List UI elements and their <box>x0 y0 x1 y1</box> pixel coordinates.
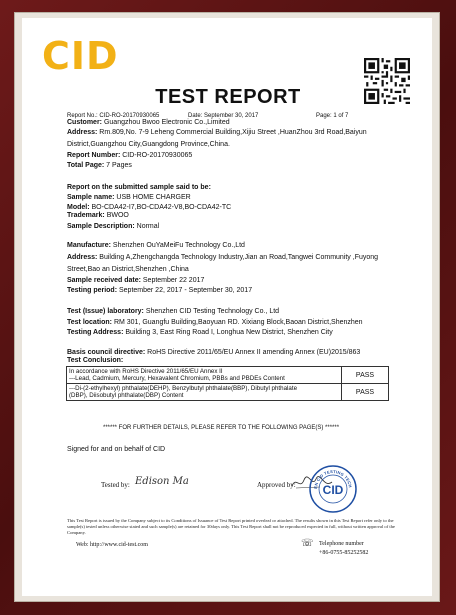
report-no: Report No.: CID-RO-20170930065 <box>67 113 160 119</box>
approved-by-label: Approved by: <box>257 481 296 489</box>
test-laboratory-line: Test (Issue) laboratory: Shenzhen CID Testing Technology Co., Ltd <box>67 308 280 315</box>
sample-heading: Report on the submitted sample said to be: <box>67 184 211 191</box>
further-details-note: ****** FOR FURTHER DETAILS, PLEASE REFER TO THE FOLLOWING PAGE(S) ****** <box>103 425 340 431</box>
footer-disclaimer: This Test Report is issued by the Company subject to its Conditions of Issuance of Test Report printed overleaf or attached. The results shown in this Test Report refer only to the sample(s) tested unless otherwise stated and such sample(s) are retained for 30days only. This Test Report shall not be reproduced expected in full, without written approval of the Company. <box>67 518 395 536</box>
conclusion-result: PASS <box>342 367 389 384</box>
table-row <box>67 367 389 384</box>
test-location-line: Test location: RM 301, Guangfu Building,Baoyuan RD. Xixiang Block,Baoan District,Shenzhen <box>67 319 363 326</box>
customer-line: Customer: Guangzhou Bwoo Electronic Co.,Limited <box>67 119 230 126</box>
report-date: Date: September 30, 2017 <box>188 113 259 119</box>
conclusion-table <box>66 366 389 401</box>
cid-stamp-icon <box>308 464 358 514</box>
page-indicator: Page: 1 of 7 <box>316 113 349 119</box>
footer-web: Web: http://www.cid-test.com <box>76 542 148 548</box>
conclusion-item: ---Di-(2-ethylhexyl) phthalate(DEHP), Benzylbutyl phthalate(BBP), Dibutyl phthalate (DBP), Diisobutyl phthalate(DBP) Content <box>67 384 342 401</box>
cid-logo: CID <box>42 34 119 78</box>
sample-description-line: Sample Description: Normal <box>67 223 160 230</box>
manufacturer-address-line1: Address: Building A,Zhengchangda Technology Industry,Jian an Road,Tangwei Community ,Fuyong <box>67 254 379 261</box>
received-date-line: Sample received date: September 22 2017 <box>67 277 205 284</box>
trademark-line: Trademark: BWOO <box>67 212 129 219</box>
telephone-icon: ☏ <box>301 538 314 549</box>
telephone-number: +86-0755-85252582 <box>319 550 369 556</box>
svg-text:CID: CID <box>322 483 344 497</box>
telephone-label: Telephone number <box>319 541 364 547</box>
test-conclusion-heading: Test Conclusion: <box>67 357 124 364</box>
signed-on-behalf: Signed for and on behalf of CID <box>67 446 166 453</box>
manufacturer-address-line2: Street,Bao an District,Shenzhen ,China <box>67 266 189 273</box>
testing-period-line: Testing period: September 22, 2017 - September 30, 2017 <box>67 287 253 294</box>
conclusion-result: PASS <box>342 384 389 401</box>
report-number-line: Report Number: CID-RO-20170930065 <box>67 152 193 159</box>
total-page-line: Total Page: 7 Pages <box>67 162 132 169</box>
tested-by-label: Tested by: <box>101 481 130 489</box>
model-line: Model: BO-CDA42-I7,BO-CDA42-V8,BO-CDA42-TC <box>67 204 232 211</box>
table-row <box>67 384 389 401</box>
customer-address-line1: Address: Rm.809,No. 7-9 Leheng Commercial Building,Xijiu Street ,HuanZhou 3rd Road,Baiyun <box>67 129 367 136</box>
sample-name-line: Sample name: USB HOME CHARGER <box>67 194 191 201</box>
report-title: TEST REPORT <box>155 86 301 108</box>
conclusion-item: In accordance with RoHS Directive 2011/65/EU Annex II ---Lead, Cadmium, Mercury, Hexavalent Chromium, PBBs and PBDEs Content <box>67 367 342 384</box>
manufacturer-line: Manufacture: Shenzhen OuYaMeiFu Technology Co.,Ltd <box>67 242 245 249</box>
testing-address-line: Testing Address: Building 3, East Ring Road I, Longhua New District, Shenzhen City <box>67 329 333 336</box>
svg-text:SHENZHEN CID TESTING TECHNOLOG: EN CID TESTING TECH <box>312 468 353 489</box>
tested-by-signature: Edison Ma <box>135 476 189 487</box>
customer-address-line2: District,Guangzhou City,Guangdong Province,China. <box>67 141 230 148</box>
basis-directive-line: Basis council directive: RoHS Directive 2011/65/EU Annex II amending Annex (EU)2015/863 <box>67 349 361 356</box>
